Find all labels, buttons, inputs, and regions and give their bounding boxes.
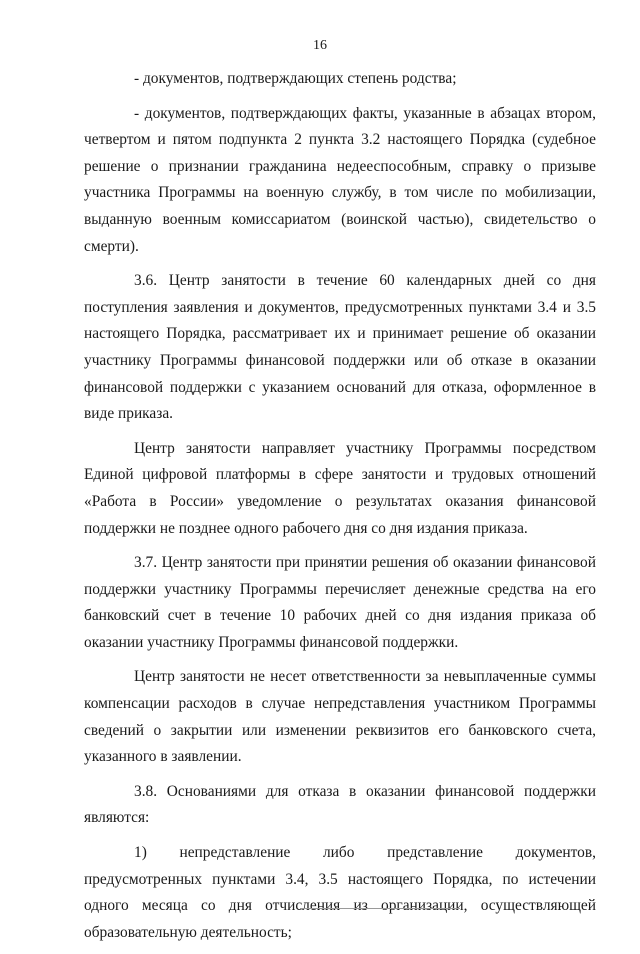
paragraph-3-7: 3.7. Центр занятости при принятии решения об оказании финансовой поддержки участнику Программы перечисляет денежные средства на его банковский счет в течение 10 рабочих дней со дня издания приказа об оказании участнику Программы финансовой поддержки.	[84, 554, 596, 651]
paragraph-relationship-docs: - документов, подтверждающих степень родства;	[134, 70, 457, 87]
paragraph-3-6: 3.6. Центр занятости в течение 60 календарных дней со дня поступления заявления и документов, предусмотренных пунктами 3.4 и 3.5 настоящего Порядка, рассматривает их и принимает решение об оказании участнику Программы финансовой поддержки или об отказе в оказании финансовой поддержки с указанием оснований для отказа, оформленное в виде приказа.	[84, 272, 596, 423]
paragraph-refusal-reason-1: 1) непредставление либо представление документов, предусмотренных пунктами 3.4, 3.5 настоящего Порядка, по истечении одного месяца со дня отчисления из организации, осуществляющей образовательную деятельность;	[84, 844, 596, 941]
footer-rule	[300, 908, 460, 909]
paragraph-liability: Центр занятости не несет ответственности за невыплаченные суммы компенсации расходов в случае непредставления участником Программы сведений о закрытии или изменении реквизитов его банковского счета, указанного в заявлении.	[84, 668, 596, 766]
paragraph-3-8: 3.8. Основаниями для отказа в оказании финансовой поддержки являются:	[84, 782, 596, 827]
page-number: 16	[313, 38, 327, 53]
body-text	[84, 66, 596, 954]
paragraph-facts-docs: - документов, подтверждающих факты, указанные в абзацах втором, четвертом и пятом подпункта 2 пункта 3.2 настоящего Порядка (судебное решение о признании гражданина недееспособным, справку о призыве участника Программы на военную службу, в том числе по мобилизации, выданную военным комиссариатом (воинской частью), свидетельство о смерти).	[84, 104, 596, 255]
paragraph-notification: Центр занятости направляет участнику Программы посредством Единой цифровой платформы в сфере занятости и трудовых отношений «Работа в России» уведомление о результатах оказания финансовой поддержки не позднее одного рабочего дня со дня издания приказа.	[84, 439, 596, 537]
